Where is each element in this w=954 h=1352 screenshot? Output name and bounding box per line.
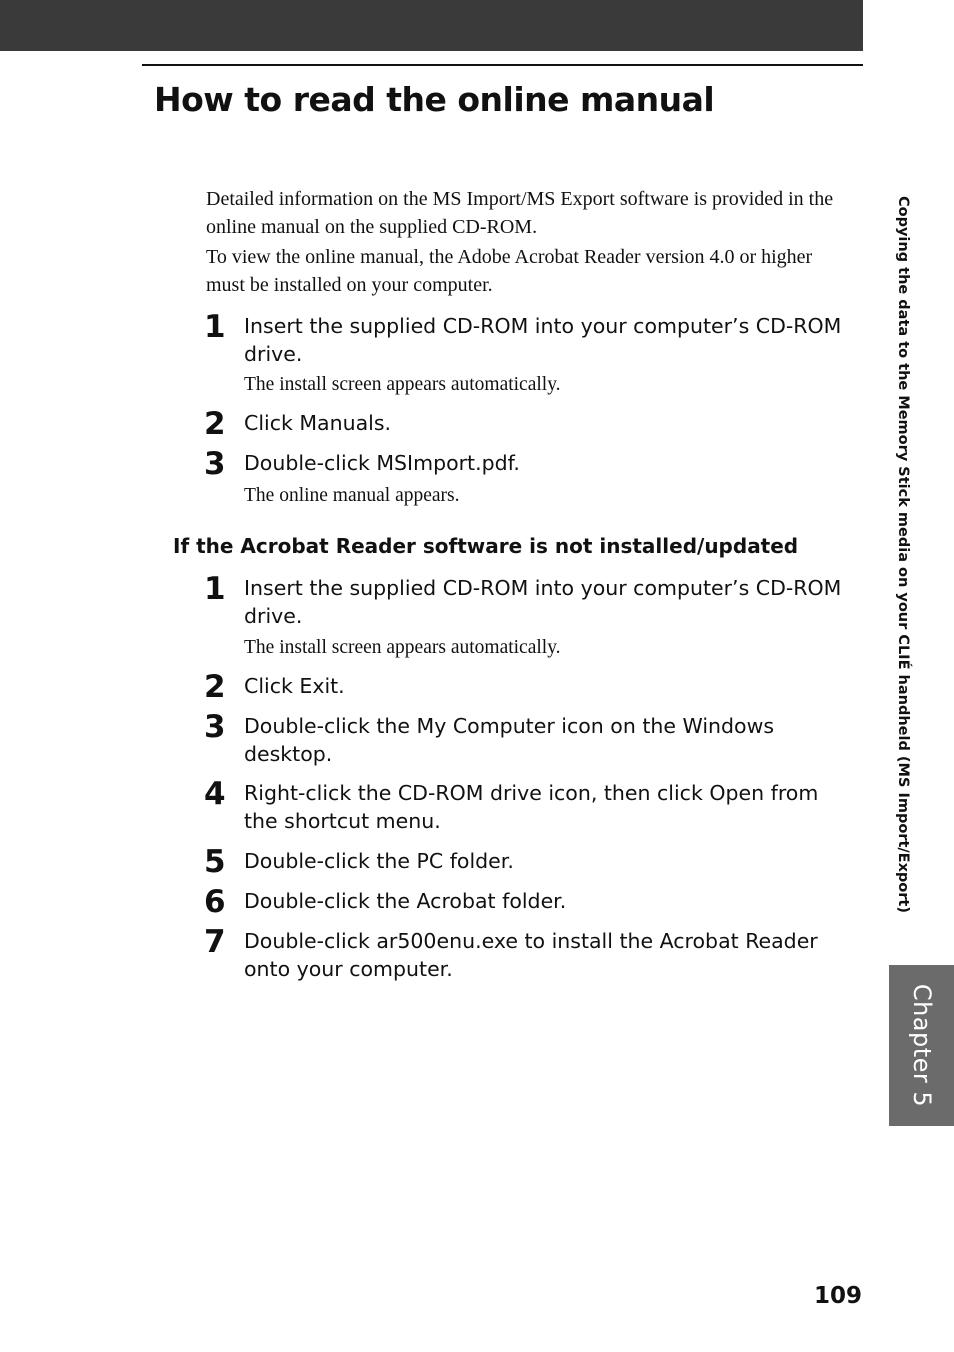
acrobat-step-5-text: Double-click the PC folder. (244, 849, 514, 873)
header-bar (0, 0, 863, 51)
acrobat-step-1-number: 1 (204, 571, 226, 607)
running-title: Copying the data to the Memory Stick media on your CLIÉ handheld (MS Import/Export) (895, 196, 911, 913)
acrobat-step-6-text: Double-click the Acrobat folder. (244, 889, 567, 913)
page-title: How to read the online manual (154, 80, 715, 119)
chapter-tab-label: Chapter 5 (908, 983, 936, 1108)
acrobat-step-1-note: The install screen appears automatically. (244, 637, 561, 658)
acrobat-step-5-number: 5 (204, 844, 226, 880)
acrobat-step-4-text: Right-click the CD-ROM drive icon, then click Open from the shortcut menu. (244, 781, 819, 833)
acrobat-step-6-number: 6 (204, 884, 226, 920)
acrobat-section-heading: If the Acrobat Reader software is not installed/updated (173, 534, 799, 558)
step-2-text: Click Manuals. (244, 411, 392, 435)
acrobat-step-3-text: Double-click the My Computer icon on the Windows desktop. (244, 714, 775, 766)
step-1-note: The install screen appears automatically. (244, 374, 561, 395)
intro-paragraph-1: Detailed information on the MS Import/MS Export software is provided in the online manual on the supplied CD-ROM. (206, 188, 834, 238)
running-title-container (883, 196, 923, 960)
step-3-note: The online manual appears. (244, 485, 460, 506)
acrobat-step-7-number: 7 (204, 924, 226, 960)
chapter-tab (889, 965, 954, 1126)
step-1-number: 1 (204, 309, 226, 345)
acrobat-step-1-text: Insert the supplied CD-ROM into your computer’s CD-ROM drive. (244, 576, 842, 628)
step-1-text: Insert the supplied CD-ROM into your computer’s CD-ROM drive. (244, 314, 842, 366)
intro-paragraph-2: To view the online manual, the Adobe Acrobat Reader version 4.0 or higher must be installed on your computer. (206, 246, 813, 296)
page-number: 109 (813, 1283, 862, 1309)
step-3-number: 3 (204, 446, 226, 482)
acrobat-step-4-number: 4 (204, 776, 226, 812)
acrobat-step-2-text: Click Exit. (244, 674, 345, 698)
step-2-number: 2 (204, 406, 226, 442)
acrobat-step-3-number: 3 (204, 709, 226, 745)
acrobat-step-7-text: Double-click ar500enu.exe to install the Acrobat Reader onto your computer. (244, 929, 818, 981)
step-3-text: Double-click MSImport.pdf. (244, 451, 520, 475)
acrobat-step-2-number: 2 (204, 669, 226, 705)
title-rule (142, 64, 863, 66)
